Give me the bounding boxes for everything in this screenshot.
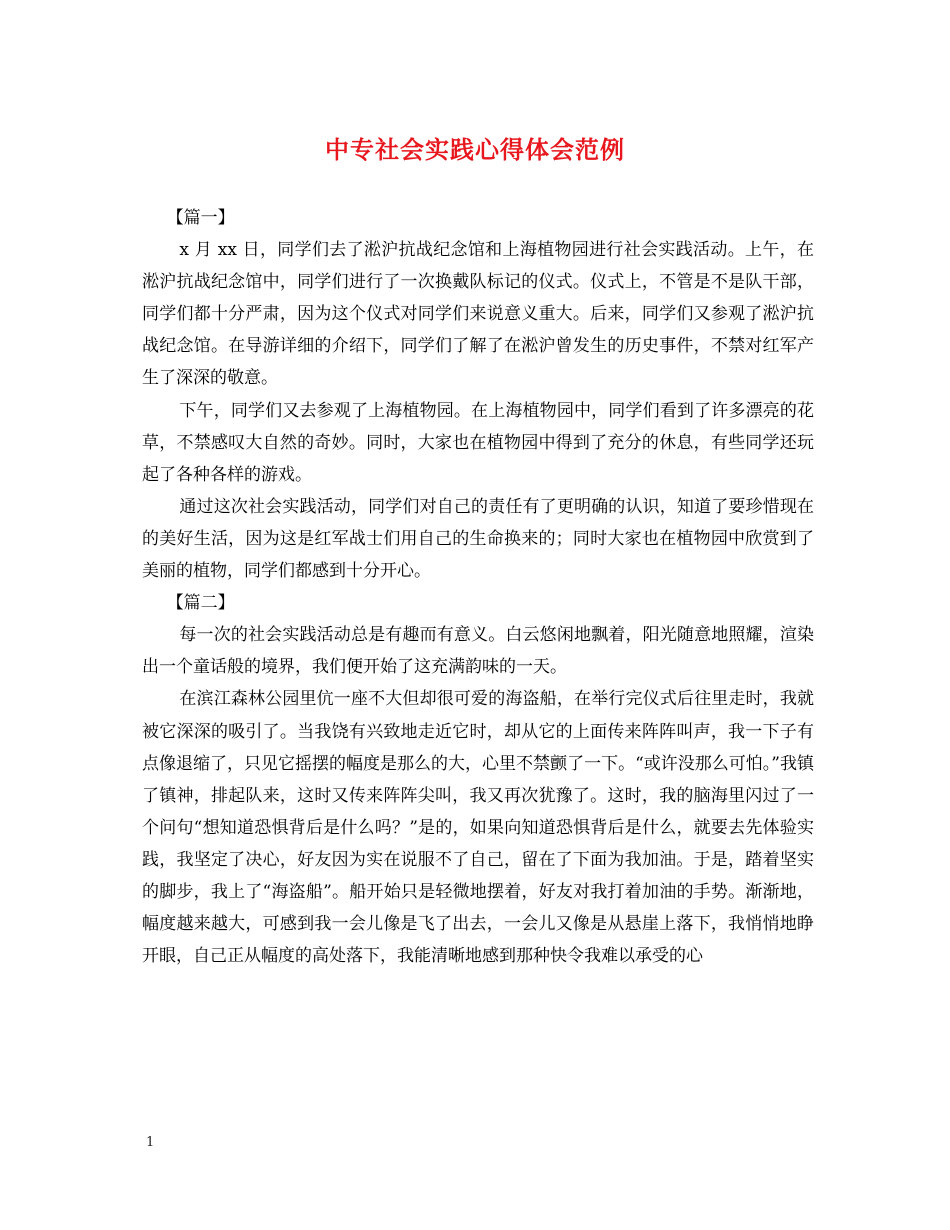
- document-body: [142, 202, 814, 972]
- document-title: 中专社会实践心得体会范例: [325, 135, 625, 164]
- paragraph: x 月 xx 日，同学们去了淞沪抗战纪念馆和上海植物园进行社会实践活动。上午，在淞沪抗战纪念馆中，同学们进行了一次换戴队标记的仪式。仪式上，不管是不是队干部，同学们都十分严肃，因为这个仪式对同学们来说意义重大。后来，同学们又参观了淞沪抗战纪念馆。在导游详细的介绍下，同学们了解了在淞沪曾发生的历史事件，不禁对红军产生了深深的敬意。: [142, 240, 814, 389]
- paragraph: 每一次的社会实践活动总是有趣而有意义。白云悠闲地飘着，阳光随意地照耀，渲染出一个童话般的境界，我们便开始了这充满韵味的一天。: [142, 625, 814, 678]
- section-heading-2: 【篇二】: [166, 593, 235, 614]
- page-number: 1: [146, 1135, 155, 1150]
- paragraph: 在滨江森林公园里伉一座不大但却很可爱的海盗船，在举行完仪式后往里走时，我就被它深深的吸引了。当我饶有兴致地走近它时，却从它的上面传来阵阵叫声，我一下子有点像退缩了，只见它摇摆的幅度是那么的大，心里不禁颤了一下。“或许没那么可怕。”我镇了镇神，排起队来，这时又传来阵阵尖叫，我又再次犹豫了。这时，我的脑海里闪过了一个问句“想知道恐惧背后是什么吗？”是的，如果向知道恐惧背后是什么，就要去先体验实践，我坚定了决心，好友因为实在说服不了自己，留在了下面为我加油。于是，踏着坚实的脚步，我上了“海盗船”。船开始只是轻微地摆着，好友对我打着加油的手势。渐渐地，幅度越来越大，可感到我一会儿像是飞了出去，一会儿又像是从悬崖上落下，我悄悄地睁开眼，自己正从幅度的高处落下，我能清晰地感到那种快令我难以承受的心: [142, 689, 814, 967]
- section-heading-1: 【篇一】: [166, 208, 235, 228]
- paragraph: 通过这次社会实践活动，同学们对自己的责任有了更明确的认识，知道了要珍惜现在的美好生活，因为这是红军战士们用自己的生命换来的；同时大家也在植物园中欣赏到了美丽的植物，同学们都感到十分开心。: [142, 496, 814, 582]
- paragraph: 下午，同学们又去参观了上海植物园。在上海植物园中，同学们看到了许多漂亮的花草，不禁感叹大自然的奇妙。同时，大家也在植物园中得到了充分的休息，有些同学还玩起了各种各样的游戏。: [142, 400, 814, 485]
